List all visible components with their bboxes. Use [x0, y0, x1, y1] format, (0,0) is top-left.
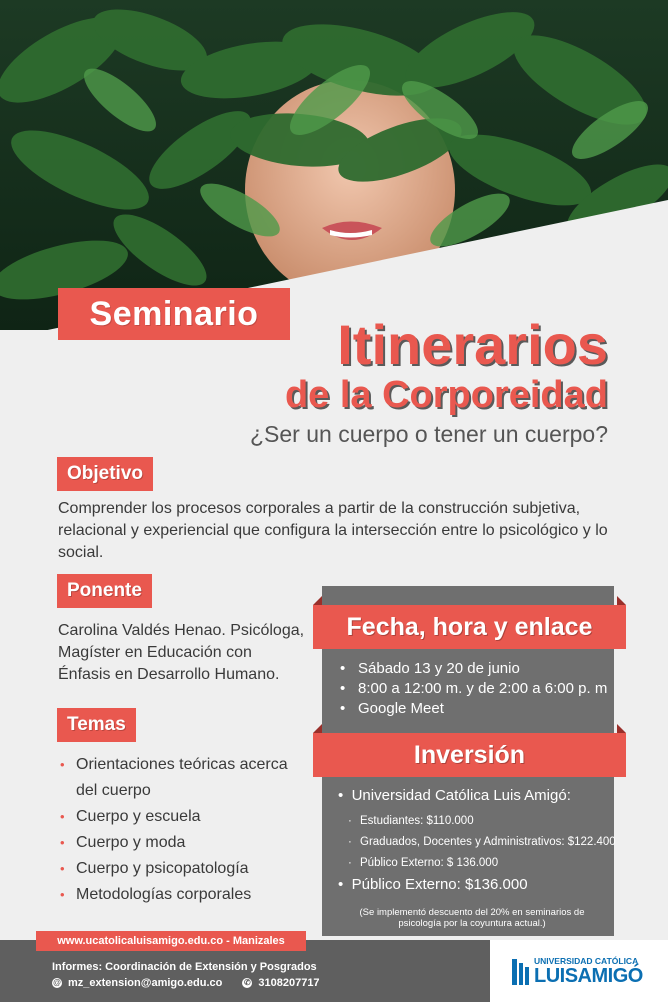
ribbon-fold: [313, 596, 322, 605]
list-item: • Sábado 13 y 20 de junio: [340, 660, 520, 677]
inversion-prices: [348, 811, 616, 874]
website-link[interactable]: www.ucatolicaluisamigo.edu.co - Manizales: [36, 931, 306, 951]
objetivo-text: Comprender los procesos corporales a partir de la construcción subjetiva, relacional y experiencial que configura la intersección entre lo psicológico y lo social.: [58, 500, 608, 561]
ponente-text: Carolina Valdés Henao. Psicóloga, Magíster en Educación con Énfasis en Desarrollo Humano.: [58, 622, 305, 683]
bullet-dot: •: [338, 876, 352, 893]
list-item: • Orientaciones teóricas acerca del cuerpo: [58, 752, 298, 804]
bullet-dot: •: [340, 680, 346, 697]
bullet-dot: •: [340, 700, 346, 717]
phone-number[interactable]: 3108207717: [258, 977, 320, 989]
ribbon-fold: [617, 724, 626, 733]
temas-label: Temas: [57, 708, 136, 742]
university-logo: [512, 956, 658, 990]
list-item: · Público Externo: $ 136.000: [348, 853, 616, 874]
fecha-list: [340, 659, 607, 719]
inversion-note: (Se implementó descuento del 20% en seminarios de psicología por la coyuntura actual.): [359, 907, 585, 929]
bullet-dot: ·: [348, 815, 352, 827]
bullet-dot: •: [60, 835, 65, 850]
phone-icon: ✆: [244, 978, 251, 987]
list-item: · Estudiantes: $110.000: [348, 811, 616, 832]
seminario-tag: Seminario: [58, 288, 290, 340]
publico-externo: • Público Externo: $136.000: [338, 876, 528, 893]
page-subtitle: ¿Ser un cuerpo o tener un cuerpo?: [249, 421, 608, 447]
bullet-dot: •: [60, 861, 65, 876]
list-item: · Graduados, Docentes y Administrativos: $122.400: [348, 832, 616, 853]
inversion-heading: Inversión: [313, 733, 626, 777]
objetivo-label: Objetivo: [57, 457, 153, 491]
logo-mark-icon: [512, 959, 530, 985]
logo-line2: LUISAMIGÓ: [534, 965, 643, 987]
logo-line1: UNIVERSIDAD CATÓLICA: [534, 956, 639, 966]
ribbon-fold: [617, 596, 626, 605]
list-item: • Cuerpo y moda: [58, 830, 298, 856]
contact-line: [52, 977, 320, 989]
bullet-dot: •: [340, 660, 346, 677]
list-item: • Metodologías corporales: [58, 882, 298, 908]
temas-list: [58, 752, 298, 908]
email-link[interactable]: mz_extension@amigo.edu.co: [68, 977, 223, 989]
list-item: • Cuerpo y psicopatología: [58, 856, 298, 882]
bullet-dot: •: [60, 887, 65, 902]
informes-text: Informes: Coordinación de Extensión y Posgrados: [52, 961, 317, 973]
fecha-heading: Fecha, hora y enlace: [313, 605, 626, 649]
bullet-dot: ·: [348, 836, 352, 848]
ribbon-fold: [313, 724, 322, 733]
list-item: • Google Meet: [340, 700, 444, 717]
bullet-dot: •: [60, 809, 65, 824]
list-item: • Cuerpo y escuela: [58, 804, 298, 830]
bullet-dot: •: [60, 757, 65, 772]
inversion-main: • Universidad Católica Luis Amigó:: [338, 787, 571, 804]
ponente-label: Ponente: [57, 574, 152, 608]
email-icon: @: [53, 978, 61, 987]
bullet-dot: •: [338, 787, 352, 804]
page-title-line2: de la Corporeidad: [284, 374, 608, 416]
list-item: • 8:00 a 12:00 m. y de 2:00 a 6:00 p. m: [340, 680, 608, 697]
page-title: Itinerarios: [337, 313, 608, 376]
bullet-dot: ·: [348, 857, 352, 869]
